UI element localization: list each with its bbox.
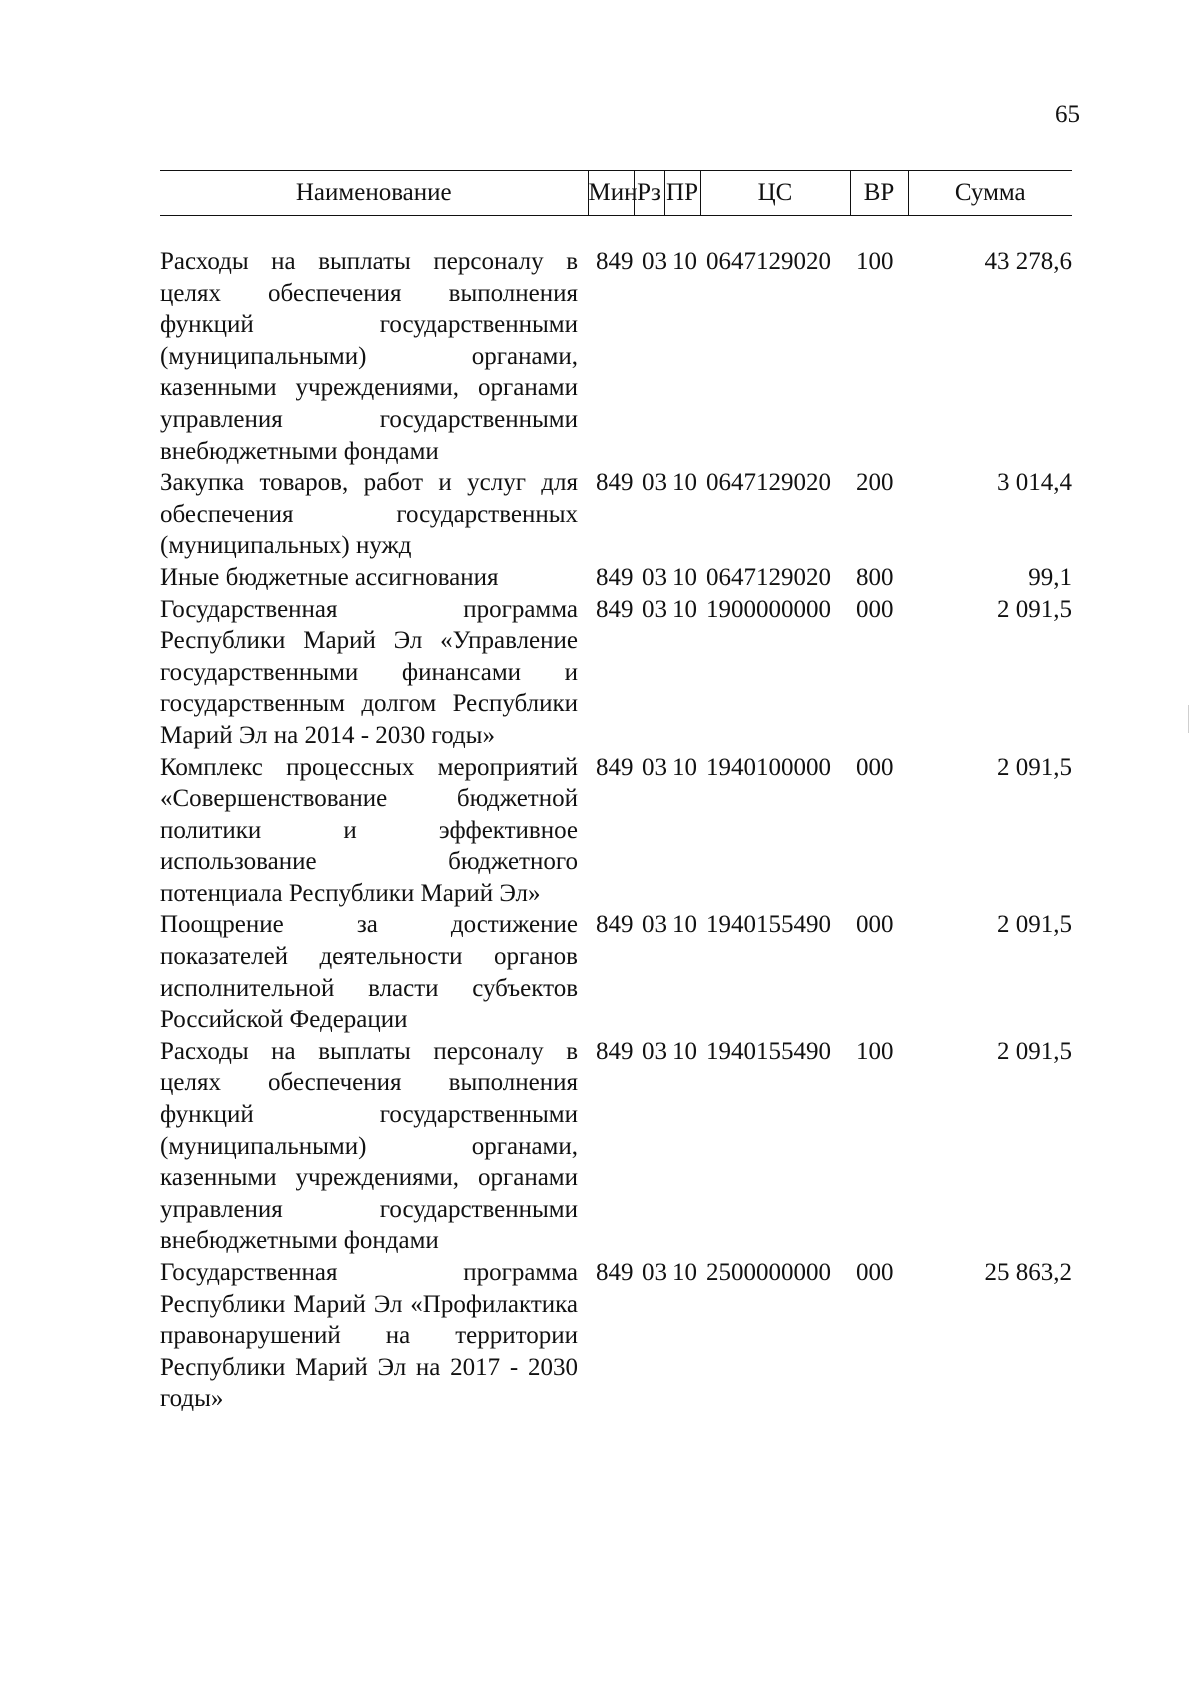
row-pr: 10: [672, 248, 697, 275]
row-pr: 10: [672, 563, 697, 591]
header-rz: Рз: [634, 171, 664, 216]
header-vr: ВР: [850, 171, 908, 216]
row-pr: 10: [672, 911, 697, 939]
row-sum: 2 091,5: [997, 595, 1072, 623]
row-rz: 03: [642, 753, 667, 781]
row-vr: 000: [856, 753, 894, 781]
row-sum: 99,1: [1028, 563, 1072, 591]
row-vr: 000: [856, 595, 894, 623]
row-cs: 1900000000: [706, 595, 831, 623]
header-sum: Сумма: [908, 171, 1072, 216]
table-row: [160, 1036, 1072, 1257]
row-vr: 000: [856, 911, 894, 939]
row-rz: 03: [642, 1037, 667, 1065]
budget-table: [160, 170, 1072, 1415]
row-vr: 200: [856, 469, 894, 497]
row-sum: 25 863,2: [984, 1259, 1072, 1286]
row-cs: 1940155490: [706, 1037, 831, 1065]
scan-edge-mark: [1188, 705, 1189, 733]
row-cs: 1940155490: [706, 911, 831, 939]
row-name: Поощрение за достижение показателей деятельности органов исполнительной власти субъектов Российской Федерации: [160, 911, 578, 1034]
row-pr: 10: [672, 469, 697, 497]
row-cs: 2500000000: [706, 1259, 831, 1286]
row-cs: 0647129020: [706, 248, 831, 275]
row-rz: 03: [642, 911, 667, 939]
header-name: Наименование: [160, 171, 588, 216]
row-rz: 03: [642, 595, 667, 623]
header-cs: ЦС: [700, 171, 850, 216]
row-name: Комплекс процессных мероприятий «Совершенствование бюджетной политики и эффективное использование бюджетного потенциала Республики Марий Эл»: [160, 753, 578, 907]
row-sum: 2 091,5: [997, 1037, 1072, 1065]
table-spacer: [160, 216, 1072, 247]
row-pr: 10: [672, 753, 697, 781]
table-row: [160, 562, 1072, 594]
row-vr: 100: [856, 1037, 894, 1065]
row-min: 849: [596, 469, 634, 497]
row-min: 849: [596, 753, 634, 781]
row-rz: 03: [642, 469, 667, 497]
row-min: 849: [596, 911, 634, 939]
row-min: 849: [596, 1259, 634, 1286]
table-row: [160, 246, 1072, 467]
row-pr: 10: [672, 1037, 697, 1065]
row-min: 849: [596, 1037, 634, 1065]
row-sum: 43 278,6: [984, 248, 1072, 275]
row-name: Закупка товаров, работ и услуг для обеспечения государственных (муниципальных) нужд: [160, 469, 578, 560]
row-vr: 100: [856, 248, 894, 275]
row-min: 849: [596, 563, 634, 591]
row-rz: 03: [642, 248, 667, 275]
row-min: 849: [596, 248, 634, 275]
row-pr: 10: [672, 1259, 697, 1286]
table-row: [160, 1257, 1072, 1415]
row-name: Расходы на выплаты персоналу в целях обеспечения выполнения функций государственными (муниципальными) органами, казенными учреждениями, органами управления государственными внебюджетными фондами: [160, 248, 578, 465]
row-cs: 0647129020: [706, 469, 831, 497]
row-cs: 1940100000: [706, 753, 831, 781]
header-pr: ПР: [664, 171, 700, 216]
row-sum: 2 091,5: [997, 911, 1072, 939]
header-min: Мин: [588, 171, 634, 216]
row-sum: 2 091,5: [997, 753, 1072, 781]
row-min: 849: [596, 595, 634, 623]
row-vr: 000: [856, 1259, 894, 1286]
row-vr: 800: [856, 563, 894, 591]
table-row: [160, 594, 1072, 752]
row-sum: 3 014,4: [997, 469, 1072, 497]
table-row: [160, 909, 1072, 1035]
row-cs: 0647129020: [706, 563, 831, 591]
table-header-row: [160, 171, 1072, 216]
row-rz: 03: [642, 563, 667, 591]
row-pr: 10: [672, 595, 697, 623]
row-name: Расходы на выплаты персоналу в целях обеспечения выполнения функций государственными (муниципальными) органами, казенными учреждениями, органами управления государственными внебюджетными фондами: [160, 1037, 578, 1255]
row-name: Государственная программа Республики Марий Эл «Профилактика правонарушений на территории Республики Марий Эл на 2017 - 2030 годы»: [160, 1259, 578, 1413]
table-row: [160, 467, 1072, 562]
row-rz: 03: [642, 1259, 667, 1286]
page-number: 65: [1055, 101, 1080, 128]
table-row: [160, 752, 1072, 910]
row-name: Государственная программа Республики Марий Эл «Управление государственными финансами и государственным долгом Республики Марий Эл на 2014 - 2030 годы»: [160, 595, 578, 749]
row-name: Иные бюджетные ассигнования: [160, 563, 499, 591]
